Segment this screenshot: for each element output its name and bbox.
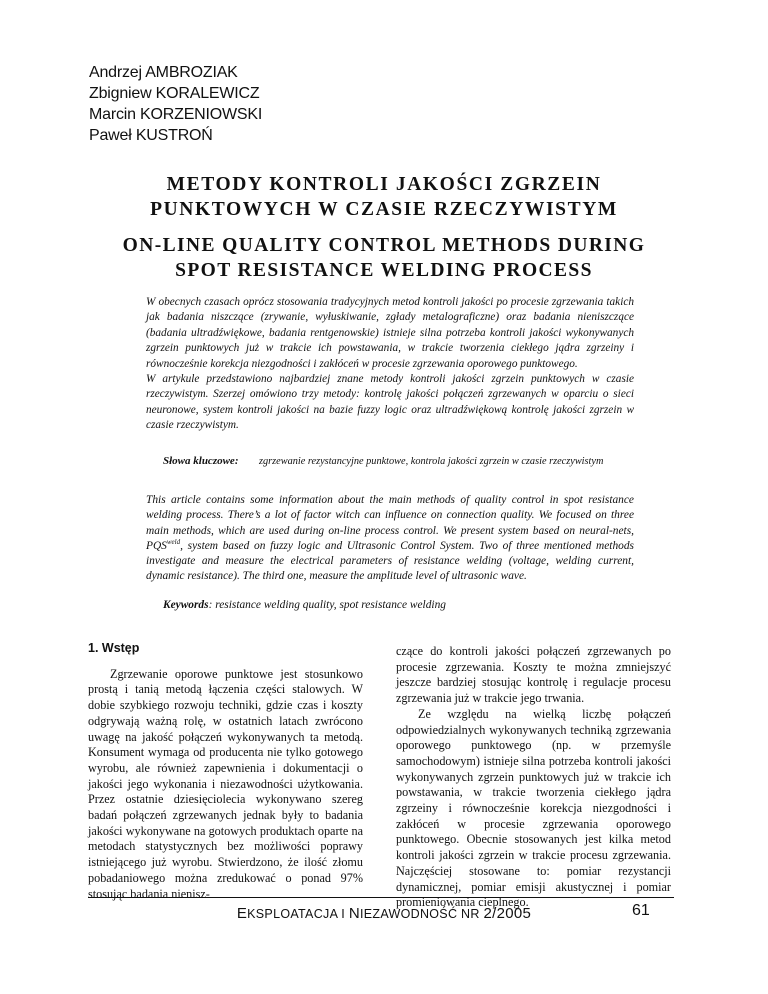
keywords-polish (163, 454, 633, 469)
keywords-label: Słowa kluczowe: (163, 455, 239, 467)
left-column (88, 641, 363, 902)
keywords-text: : resistance welding quality, spot resistance welding (208, 599, 446, 611)
author-list (89, 62, 262, 146)
body-paragraph: Zgrzewanie oporowe punktowe jest stosunkowo prostą i tanią metodą łączenia części stalowych. W dobie szybkiego rozwoju techniki, gdzie czas i koszty odgrywają ważną rolę, w ostatnich latach zwrócono uwagę na jakość połączeń wykonywanych ta metodą. Konsument wymaga od producenta nie tylko gotowego wyrobu, ale również zapewnienia i dokumentacji o jakości jego wykonania i niezawodności użytkowania. Przez ostatnie dziesięciolecia wykonywano szereg badań połączeń zgrzewanych jednak były to badania jakości wykonywane na gotowych produktach oparte na metodach statystycznych bez możliwości poprawy istniejącego już wyrobu. Stwierdzono, że ilość złomu pobadaniowego można zredukować o ponad 97% stosując badania nienisz- (88, 666, 363, 901)
abstract-paragraph: W obecnych czasach oprócz stosowania tradycyjnych metod kontroli jakości po procesie zgrzewania takich jak badania niszczące (zrywanie, wyłuskiwanie, zgłady metalograficzne) oraz badania nieniszczące (badania ultradźwiękowe, badania rentgenowskie) istnieje silna potrzeba kontroli jakości wykonywanych zgrzein punktowych już w trakcie ich powstawania, w trakcie tworzenia ciekłego jądra zgrzeiny i równocześnie korekcja niezgodności i zakłóceń w procesie zgrzewania oporowego punktowego. (146, 296, 634, 370)
author-name: Marcin KORZENIOWSKI (89, 106, 263, 123)
author-name: Andrzej AMBROZIAK (89, 64, 238, 81)
superscript: weld (166, 538, 181, 547)
title-english: ON-LINE QUALITY CONTROL METHODS DURING SPOT RESISTANCE WELDING PROCESS (122, 235, 646, 281)
author-name: Zbigniew KORALEWICZ (89, 85, 260, 102)
author-name: Paweł KUSTROŃ (89, 127, 213, 144)
footer-rule (88, 897, 674, 898)
abstract-text: , system based on fuzzy logic and Ultrasonic Control System. Two of three mentioned methods investigate and measure the electrical parameters of resistance welding (voltage, welding current, dynamic resistance). The third one, measure the amplitude level of ultrasonic wave. (146, 539, 634, 583)
issue-number: 2/2005 (483, 905, 532, 922)
page-number: 61 (632, 902, 650, 919)
keywords-label: Keywords (163, 599, 209, 611)
body-paragraph: czące do kontroli jakości połączeń zgrzewanych po procesie zgrzewania. Koszty te można zmniejszyć jeszcze bardziej stosując kontrolę i regulacje procesu zgrzewania już w trakcie jego trwania. (396, 644, 671, 706)
abstract-text: This article contains some information about the main methods of quality control in spot resistance welding process. There’s a lot of factor witch can influence on connection quality. We focused on three main methods, which are used during on-line process control. We present system based on neural-nets, PQS (146, 494, 634, 552)
abstract-english (146, 493, 634, 585)
section-heading: 1. Wstęp (88, 641, 140, 655)
keywords-english (163, 599, 446, 611)
keywords-text: zgrzewanie rezystancyjne punktowe, kontrola jakości zgrzein w czasie rzeczywistym (259, 456, 604, 467)
body-paragraph: Ze względu na wielką liczbę połączeń odpowiedzialnych wykonywanych techniką zgrzewania oporowego punktowego (np. w przemyśle samochodowym) istnieje silna potrzeba kontroli jakości wykonywanych zgrzein punktowych już w trakcie ich powstawania, w trakcie tworzenia ciekłego jądra zgrzeiny i równocześnie korekcja niezgodności i zakłóceń w procesie zgrzewania oporowego punktowego. Obecnie stosowanych jest kilka metod kontroli jakości zgrzein w trakcie procesu zgrzewania. Najczęściej stosowane to: pomiar rezystancji dynamicznej, pomiar emisji akustycznej i pomiar promieniowania cieplnego. (396, 706, 671, 910)
title-polish: METODY KONTROLI JAKOŚCI ZGRZEIN PUNKTOWYCH W CZASIE RZECZYWISTYM (150, 174, 618, 220)
abstract-polish (146, 295, 634, 434)
right-column (396, 644, 671, 911)
journal-footer: EKSPLOATACJA I NIEZAWODNOŚĆ NR 2/2005 (236, 905, 532, 922)
abstract-paragraph: W artykule przedstawiono najbardziej znane metody kontroli jakości zgrzein punktowych w czasie rzeczywistym. Szerzej omówiono trzy metody: kontrolę jakości połączeń zgrzewanych w oparciu o sieci neuronowe, system kontroli jakości na bazie fuzzy logic oraz ultradźwiękową kontrolę jakości zgrzein w czasie rzeczywistym. (146, 373, 634, 432)
